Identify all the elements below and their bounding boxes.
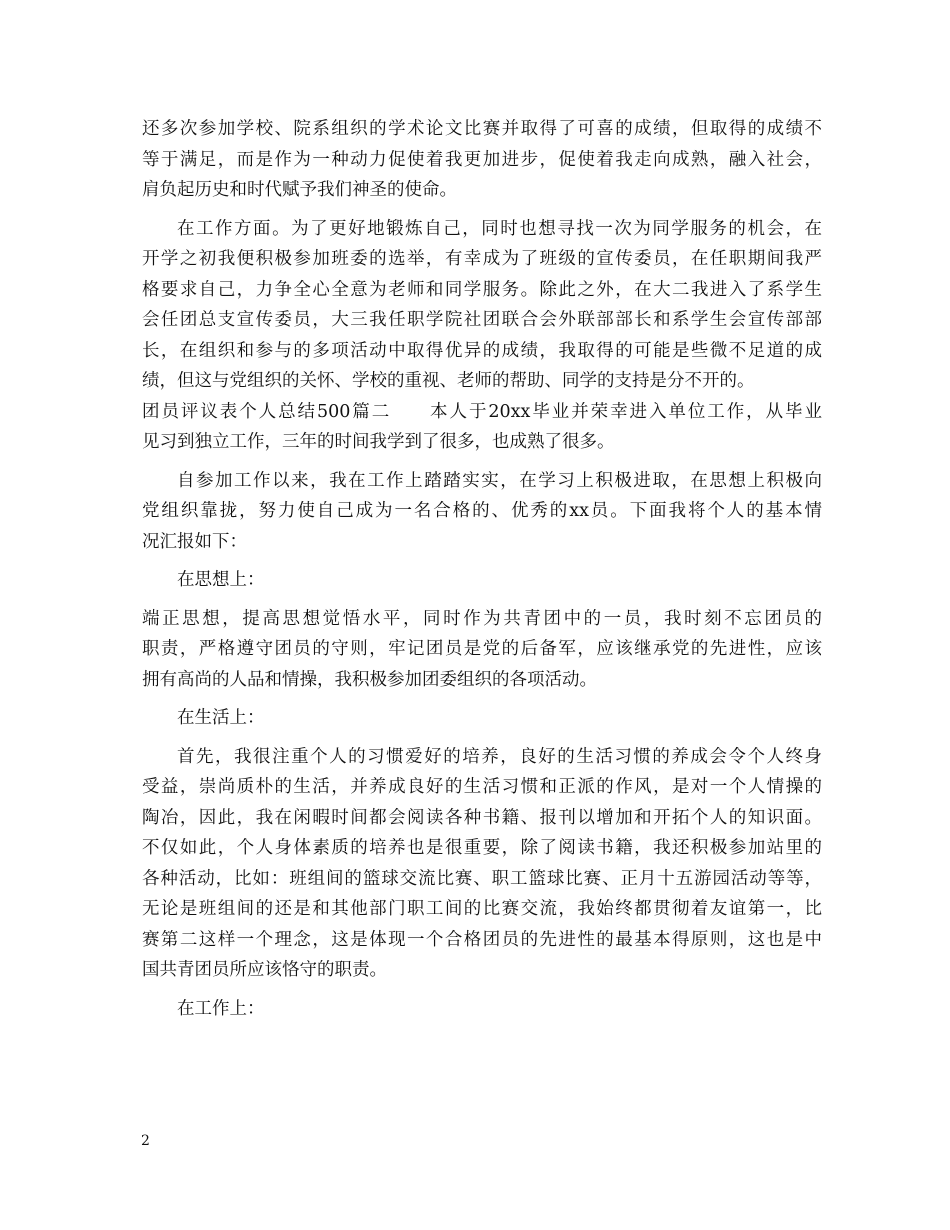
text-line: 等于满足，而是作为一种动力促使着我更加进步，促使着我走向成熟，融入社会，	[142, 149, 822, 170]
paragraph-first-line: 自参加工作以来，我在工作上踏踏实实，在学习上积极进取，在思想上积极向	[177, 470, 822, 491]
text-line: 格要求自己，力争全心全意为老师和同学服务。除此之外，在大二我进入了系学生	[142, 279, 822, 300]
text-line: 肩负起历史和时代赋予我们神圣的使命。	[142, 180, 457, 200]
subheading-work: 在工作上：	[177, 998, 265, 1019]
subheading-life: 在生活上：	[177, 708, 265, 728]
text-line: 绩，但这与党组织的关怀、学校的重视、老师的帮助、同学的支持是分不开的。	[142, 371, 755, 391]
text-line: 会任团总支宣传委员，大三我任职学院社团联合会外联部部长和系学生会宣传部部	[142, 310, 822, 330]
text-line: 端正思想，提高思想觉悟水平，同时作为共青团中的一员，我时刻不忘团员的	[142, 608, 822, 629]
text-line: 长，在组织和参与的多项活动中取得优异的成绩，我取得的可能是些微不足道的成	[142, 340, 822, 361]
text-line: 还多次参加学校、院系组织的学术论文比赛并取得了可喜的成绩，但取得的成绩不	[142, 119, 822, 139]
page-number: 2	[141, 1133, 150, 1149]
text-line: 职责，严格遵守团员的守则，牢记团员是党的后备军，应该继承党的先进性，应该	[142, 639, 822, 659]
text-line: 况汇报如下：	[142, 531, 247, 552]
paragraph-first-line: 首先，我很注重个人的习惯爱好的培养，良好的生活习惯的养成会令个人终身	[177, 746, 822, 767]
page-body	[142, 114, 822, 1024]
text-line: 无论是班组间的还是和其他部门职工间的比赛交流，我始终都贯彻着友谊第一，比	[142, 899, 822, 919]
section-heading-line: 团员评议表个人总结500篇二 本人于20xx毕业并荣幸进入单位工作，从毕业	[142, 401, 822, 422]
text-line: 党组织靠拢，努力使自己成为一名合格的、优秀的xx员。下面我将个人的基本情	[142, 501, 822, 521]
text-line: 见习到独立工作，三年的时间我学到了很多，也成熟了很多。	[142, 432, 615, 452]
text-line: 受益，崇尚质朴的生活，并养成良好的生活习惯和正派的作风，是对一个人情操的	[142, 777, 822, 797]
text-line: 不仅如此，个人身体素质的培养也是很重要，除了阅读书籍，我还积极参加站里的	[142, 838, 822, 858]
text-line: 拥有高尚的人品和情操，我积极参加团委组织的各项活动。	[142, 669, 597, 690]
text-line: 国共青团员所应该恪守的职责。	[142, 960, 387, 980]
text-line: 开学之初我便积极参加班委的选举，有幸成为了班级的宣传委员，在任职期间我严	[142, 249, 822, 269]
text-line: 赛第二这样一个理念，这是体现一个合格团员的先进性的最基本得原则，这也是中	[142, 929, 822, 950]
paragraph-first-line: 在工作方面。为了更好地锻炼自己，同时也想寻找一次为同学服务的机会，在	[177, 218, 822, 239]
text-line: 各种活动，比如：班组间的篮球交流比赛、职工篮球比赛、正月十五游园活动等等，	[142, 868, 822, 889]
text-line: 陶冶，因此，我在闲暇时间都会阅读各种书籍、报刊以增加和开拓个人的知识面。	[142, 807, 822, 828]
subheading-thought: 在思想上：	[177, 570, 265, 590]
